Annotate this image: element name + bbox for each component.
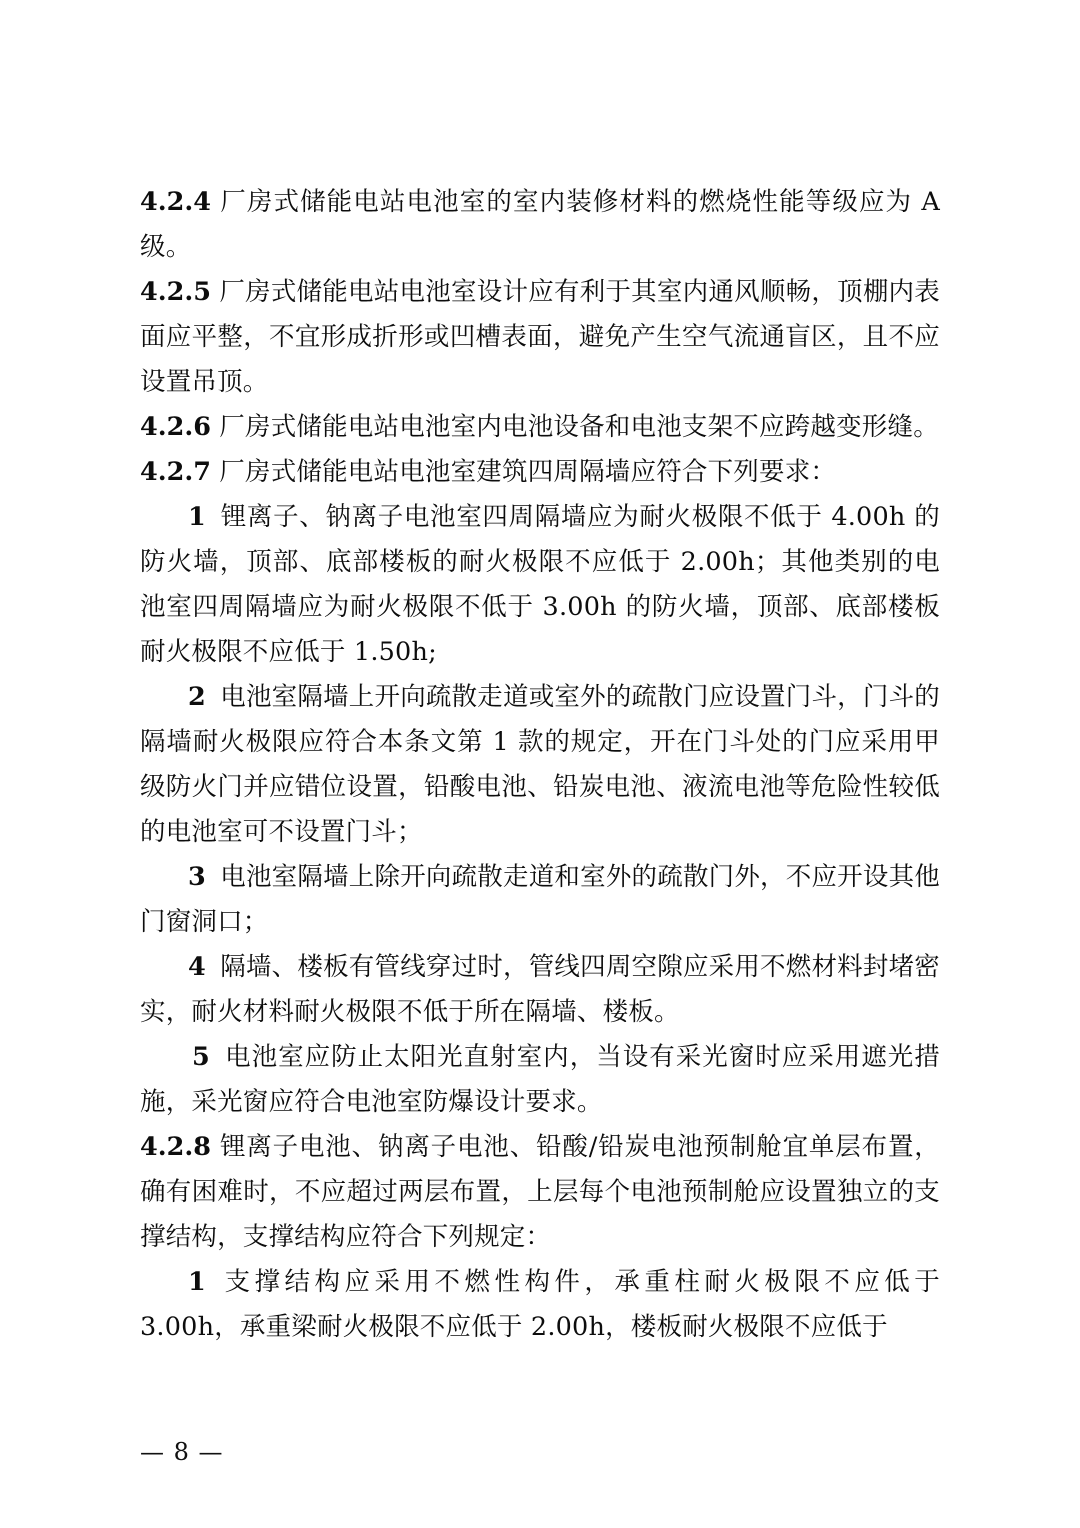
- clause-number: 4.2.6: [140, 412, 211, 442]
- list-item: [140, 945, 940, 1035]
- clause-paragraph: [140, 1125, 940, 1260]
- clause-number: 4.2.5: [140, 277, 211, 307]
- list-item-number: 1: [188, 1267, 206, 1297]
- clause-paragraph: [140, 270, 940, 405]
- clause-number: 4.2.4: [140, 187, 211, 217]
- clause-paragraph: [140, 450, 940, 495]
- list-item: [140, 855, 940, 945]
- list-item-number: 2: [188, 682, 206, 712]
- document-body: [140, 180, 940, 1350]
- list-item-number: 5: [192, 1042, 210, 1072]
- page-number: — 8 —: [140, 1438, 224, 1466]
- clause-text: 厂房式储能电站电池室设计应有利于其室内通风顺畅，顶棚内表面应平整，不宜形成折形或凹槽表面，避免产生空气流通盲区，且不应设置吊顶。: [140, 277, 941, 397]
- list-item-number: 4: [188, 952, 206, 982]
- list-item: [140, 495, 940, 675]
- list-item-text: 电池室隔墙上开向疏散走道或室外的疏散门应设置门斗，门斗的隔墙耐火极限应符合本条文第 1 款的规定，开在门斗处的门应采用甲级防火门并应错位设置，铅酸电池、铅炭电池、液流电池等危险性较低的电池室可不设置门斗；: [140, 682, 940, 847]
- clause-paragraph: [140, 405, 940, 450]
- list-item-text: 隔墙、楼板有管线穿过时，管线四周空隙应采用不燃材料封堵密实，耐火材料耐火极限不低于所在隔墙、楼板。: [140, 952, 940, 1027]
- clause-text: 锂离子电池、钠离子电池、铅酸/铅炭电池预制舱宜单层布置，确有困难时，不应超过两层布置，上层每个电池预制舱应设置独立的支撑结构，支撑结构应符合下列规定：: [140, 1132, 940, 1252]
- clause-text: 厂房式储能电站电池室内电池设备和电池支架不应跨越变形缝。: [219, 412, 939, 442]
- list-item-number: 1: [188, 502, 206, 532]
- list-item: [140, 675, 940, 855]
- clause-paragraph: [140, 180, 940, 270]
- list-item-number: 3: [188, 862, 206, 892]
- list-item: [140, 1035, 940, 1125]
- list-item-text: 锂离子、钠离子电池室四周隔墙应为耐火极限不低于 4.00h 的防火墙，顶部、底部楼板的耐火极限不应低于 2.00h；其他类别的电池室四周隔墙应为耐火极限不低于 3.00h 的防火墙，顶部、底部楼板耐火极限不应低于 1.50h;: [140, 502, 940, 667]
- clause-text: 厂房式储能电站电池室建筑四周隔墙应符合下列要求：: [219, 457, 837, 487]
- clause-number: 4.2.7: [140, 457, 211, 487]
- list-item-text: 电池室应防止太阳光直射室内，当设有采光窗时应采用遮光措施，采光窗应符合电池室防爆设计要求。: [140, 1042, 940, 1117]
- clause-text: 厂房式储能电站电池室的室内装修材料的燃烧性能等级应为 A 级。: [140, 187, 941, 262]
- list-item: [140, 1260, 940, 1350]
- list-item-text: 支撑结构应采用不燃性构件，承重柱耐火极限不应低于 3.00h，承重梁耐火极限不应低于 2.00h，楼板耐火极限不应低于: [140, 1267, 940, 1342]
- clause-number: 4.2.8: [140, 1132, 211, 1162]
- list-item-text: 电池室隔墙上除开向疏散走道和室外的疏散门外，不应开设其他门窗洞口；: [140, 862, 940, 937]
